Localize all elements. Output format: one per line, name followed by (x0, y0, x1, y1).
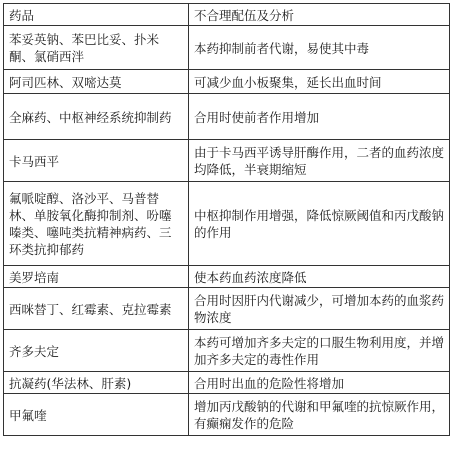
analysis-cell: 合用时因肝内代谢减少，可增加本药的血浆药物浓度 (189, 288, 450, 330)
table-row (4, 288, 450, 330)
drug-cell: 甲氟喹 (4, 394, 189, 436)
document-page (3, 3, 449, 436)
drug-interaction-table (3, 3, 450, 436)
table-row (4, 266, 450, 288)
drug-cell: 卡马西平 (4, 140, 189, 182)
analysis-cell: 合用时出血的危险性将增加 (189, 372, 450, 394)
table-header-row (4, 4, 450, 26)
analysis-cell: 使本药血药浓度降低 (189, 266, 450, 288)
header-drug: 药品 (4, 4, 189, 26)
analysis-cell: 本药可增加齐多夫定的口服生物利用度，并增加齐多夫定的毒性作用 (189, 330, 450, 372)
table-row (4, 140, 450, 182)
header-analysis: 不合理配伍及分析 (189, 4, 450, 26)
table-row (4, 372, 450, 394)
drug-cell: 西咪替丁、红霉素、克拉霉素 (4, 288, 189, 330)
drug-cell: 氟哌啶醇、洛沙平、马普替林、单胺氧化酶抑制剂、吩噻嗪类、噻吨类抗精神病药、三环类抗抑郁药 (4, 182, 189, 266)
analysis-cell: 增加丙戊酸钠的代谢和甲氟喹的抗惊厥作用，有癫痫发作的危险 (189, 394, 450, 436)
table-row (4, 394, 450, 436)
table-row (4, 182, 450, 266)
drug-cell: 齐多夫定 (4, 330, 189, 372)
analysis-cell: 本药抑制前者代谢，易使其中毒 (189, 26, 450, 70)
table-row (4, 70, 450, 94)
drug-cell: 苯妥英钠、苯巴比妥、扑米酮、氯硝西泮 (4, 26, 189, 70)
analysis-cell: 可减少血小板聚集，延长出血时间 (189, 70, 450, 94)
drug-cell: 抗凝药(华法林、肝素) (4, 372, 189, 394)
drug-cell: 阿司匹林、双嘧达莫 (4, 70, 189, 94)
table-row (4, 26, 450, 70)
drug-cell: 美罗培南 (4, 266, 189, 288)
analysis-cell: 合用时使前者作用增加 (189, 94, 450, 140)
table-row (4, 94, 450, 140)
table-row (4, 330, 450, 372)
drug-cell: 全麻药、中枢神经系统抑制药 (4, 94, 189, 140)
analysis-cell: 由于卡马西平诱导肝酶作用，二者的血药浓度均降低，半衰期缩短 (189, 140, 450, 182)
analysis-cell: 中枢抑制作用增强，降低惊厥阈值和丙戊酸钠的作用 (189, 182, 450, 266)
